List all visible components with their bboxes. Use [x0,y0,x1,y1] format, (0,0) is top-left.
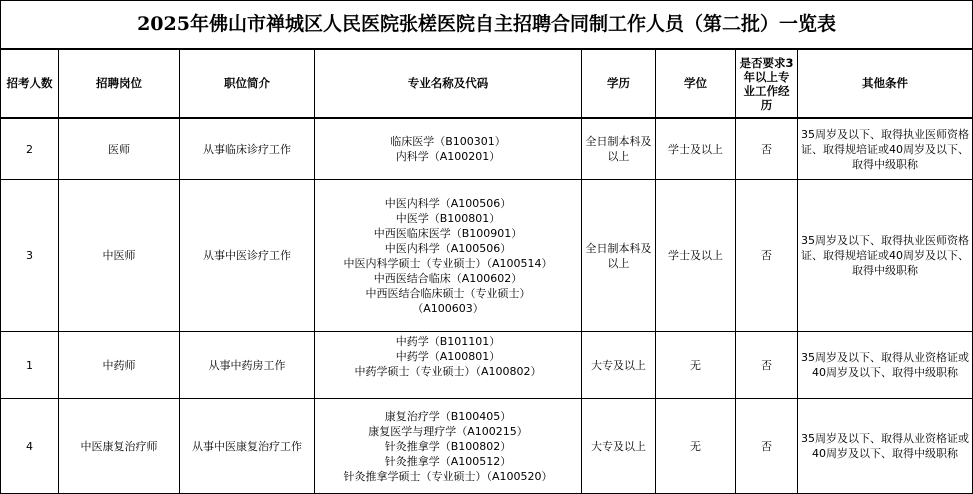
cell-count: 1 [1,332,59,399]
cell-other: 35周岁及以下、取得执业医师资格证、取得规培证或40周岁及以下、取得中级职称 [798,118,973,180]
header-intro: 职位简介 [180,49,315,118]
major-item: 针灸推拿学硕士（专业硕士）（A100520） [343,469,553,483]
header-other: 其他条件 [798,49,973,118]
major-item: 中药学（A100801） [395,350,501,363]
cell-majors [315,399,582,494]
table-row [1,332,973,399]
header-degree: 学位 [656,49,736,118]
cell-education: 全日制本科及以上 [582,118,656,180]
major-item: 针灸推拿学（A100512） [384,454,512,468]
table-row [1,118,973,180]
cell-majors [315,180,582,332]
cell-majors [315,332,582,399]
cell-intro: 从事中医康复治疗工作 [180,399,315,494]
cell-intro: 从事中药房工作 [180,332,315,399]
major-item: 康复治疗学（B100405） [384,409,512,423]
cell-other: 35周岁及以下、取得从业资格证或40周岁及以下、取得中级职称 [798,332,973,399]
header-count: 招考人数 [1,49,59,118]
table-row [1,399,973,494]
major-item: 中西医结合临床硕士（专业硕士） [365,286,531,300]
major-item: 中药学（B101101） [395,335,501,348]
cell-experience: 否 [736,332,798,399]
header-experience: 是否要求3年以上专业工作经历 [736,49,798,118]
cell-position: 中医师 [59,180,180,332]
cell-count: 3 [1,180,59,332]
cell-position: 中药师 [59,332,180,399]
cell-experience: 否 [736,180,798,332]
major-item: 针灸推拿学（B100802） [384,439,512,453]
header-majors: 专业名称及代码 [315,49,582,118]
cell-experience: 否 [736,118,798,180]
cell-position: 医师 [59,118,180,180]
major-item: （A100603） [412,301,484,315]
major-item: 康复医学与理疗学（A100215） [368,424,528,438]
major-item: 临床医学（B100301） [390,135,506,148]
cell-count: 4 [1,399,59,494]
major-item: 中西医结合临床（A100602） [373,271,523,285]
cell-intro: 从事中医诊疗工作 [180,180,315,332]
major-item: 中医内科学（A100506） [384,196,512,210]
major-item: 中药学硕士（专业硕士）（A100802） [354,365,542,378]
header-position: 招聘岗位 [59,49,180,118]
cell-majors [315,118,582,180]
cell-degree: 学士及以上 [656,118,736,180]
major-item: 中医学（B100801） [395,211,501,225]
cell-experience: 否 [736,399,798,494]
cell-count: 2 [1,118,59,180]
cell-other: 35周岁及以下、取得执业医师资格证、取得规培证或40周岁及以下、取得中级职称 [798,180,973,332]
major-item: 中医内科学硕士（专业硕士）（A100514） [343,256,553,270]
cell-degree: 无 [656,399,736,494]
table-row [1,180,973,332]
cell-degree: 学士及以上 [656,180,736,332]
header-education: 学历 [582,49,656,118]
major-item: 中医内科学（A100506） [384,241,512,255]
major-item: 内科学（A100201） [395,150,501,163]
cell-position: 中医康复治疗师 [59,399,180,494]
cell-education: 全日制本科及以上 [582,180,656,332]
cell-education: 大专及以上 [582,332,656,399]
major-item: 中西医临床医学（B100901） [373,226,523,240]
cell-other: 35周岁及以下、取得从业资格证或40周岁及以下、取得中级职称 [798,399,973,494]
page-title: 2025年佛山市禅城区人民医院张槎医院自主招聘合同制工作人员（第二批）一览表 [1,1,973,50]
cell-education: 大专及以上 [582,399,656,494]
cell-degree: 无 [656,332,736,399]
cell-intro: 从事临床诊疗工作 [180,118,315,180]
